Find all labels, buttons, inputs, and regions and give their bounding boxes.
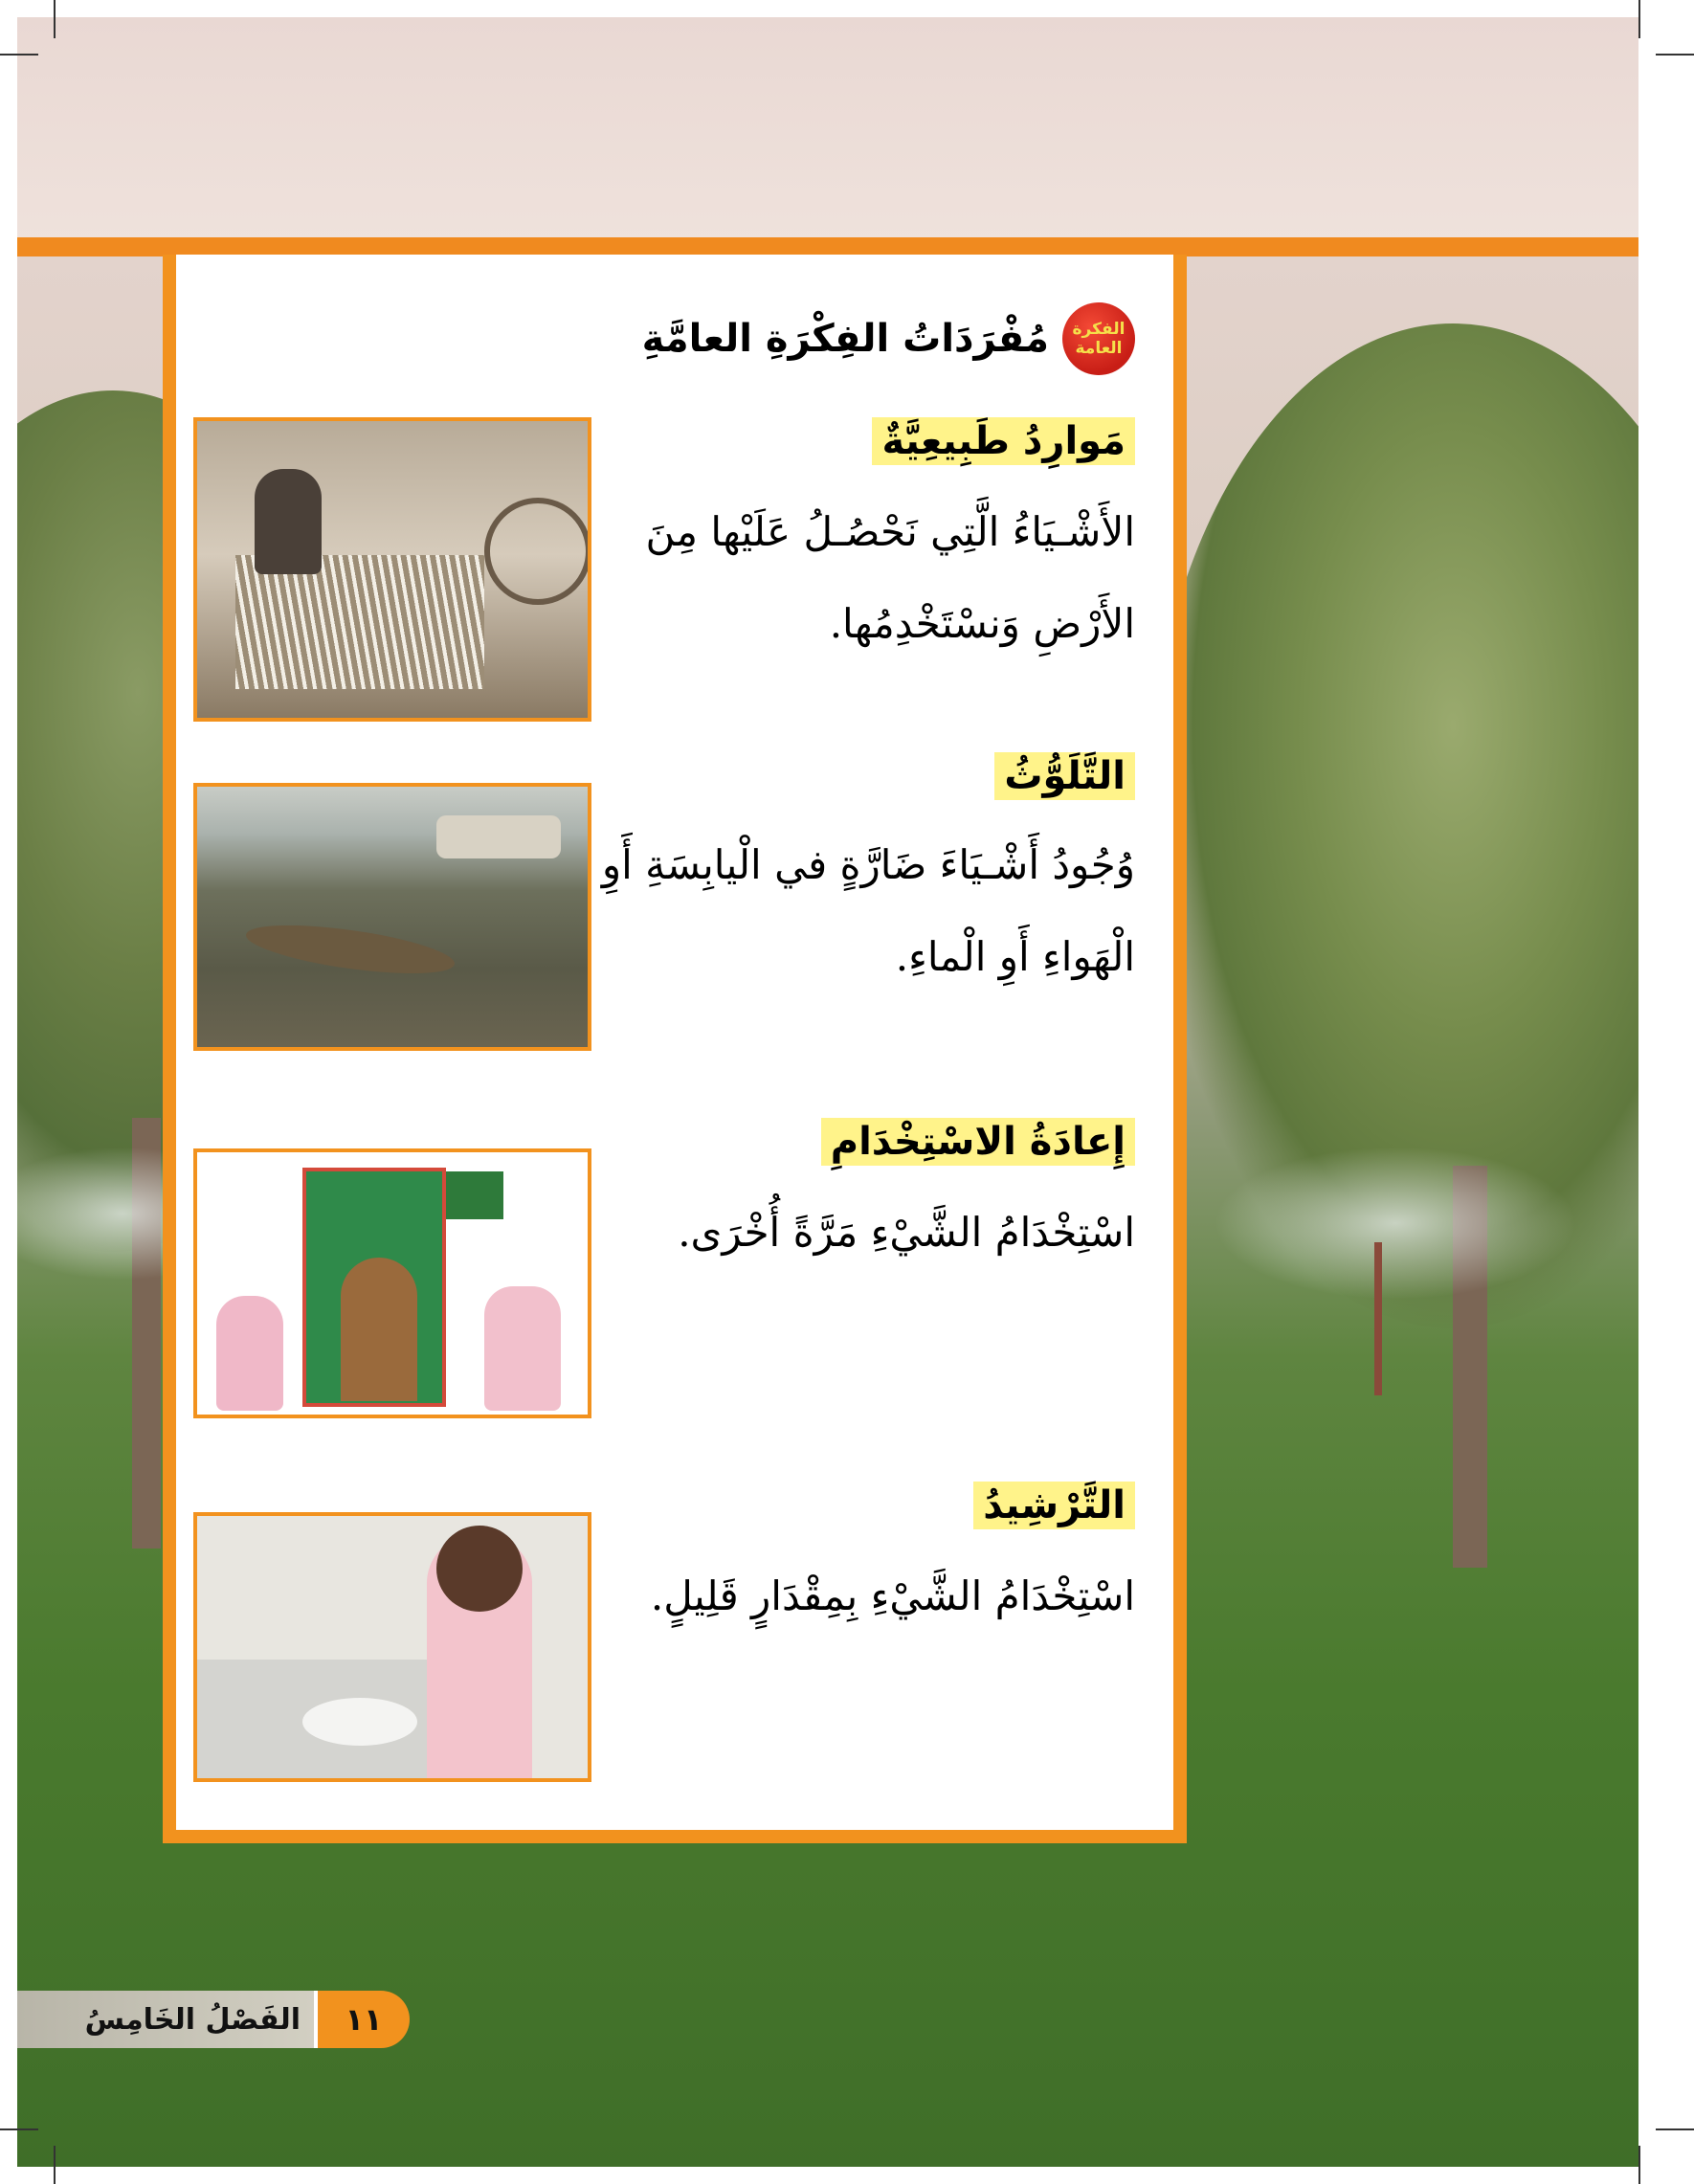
girls-cardboard-castle-photo — [193, 1148, 591, 1418]
crop-mark — [1656, 54, 1694, 56]
vocab-definition-natural-resources: الأَشْـيَاءُ الَّتِي نَحْصُـلُ عَلَيْها مِنَ الأَرْضِ وَنسْتَخْدِمُها. — [645, 508, 1135, 647]
chapter-label-box — [17, 1991, 314, 2048]
orange-top-bar — [17, 237, 1638, 256]
girl-brushing-teeth-photo — [193, 1512, 591, 1782]
vocabulary-panel — [163, 255, 1187, 1843]
vocab-term-natural-resources: مَوارِدُ طَبِيعِيَّةٌ — [872, 417, 1135, 465]
crop-mark — [0, 2128, 38, 2130]
vocab-term-conservation: التَّرْشِيدُ — [973, 1482, 1135, 1529]
crop-mark — [1638, 2146, 1640, 2184]
vocab-term-pollution: التَّلَوُّثُ — [994, 752, 1135, 800]
section-header — [642, 301, 1135, 377]
main-idea-badge-icon — [1062, 302, 1135, 375]
sprinkler-pipe — [1374, 1242, 1382, 1395]
vocab-definition-pollution: وُجُودُ أَشْـيَاءَ ضَارَّةٍ في الْيابِسَةِ أَوِ الْهَواءِ أَوِ الْماءِ. — [601, 841, 1135, 980]
page-number: ١١ — [345, 2001, 383, 2038]
crop-mark — [0, 54, 38, 56]
chapter-label: الفَصْلُ الخَامِسُ — [84, 2002, 301, 2037]
crop-mark — [54, 0, 56, 38]
loom-weaving-photo — [193, 417, 591, 722]
vocab-term-reuse: إِعادَةُ الاسْتِخْدَامِ — [821, 1118, 1135, 1166]
crop-mark — [54, 2146, 56, 2184]
polluted-shore-photo — [193, 783, 591, 1051]
vocab-definition-reuse: اسْتِخْدَامُ الشَّيْءِ مَرَّةً أُخْرَى. — [678, 1209, 1135, 1256]
section-title: مُفْرَدَاتُ الفِكْرَةِ العامَّةِ — [641, 317, 1049, 361]
page-number-tab — [314, 1991, 410, 2048]
vocab-definition-conservation: اسْتِخْدَامُ الشَّيْءِ بِمِقْدَارٍ قَلِيلٍ. — [650, 1572, 1135, 1619]
crop-mark — [1638, 0, 1640, 38]
sprinkler-mist — [1214, 1147, 1577, 1300]
page-footer — [17, 1991, 410, 2048]
crop-mark — [1656, 2128, 1694, 2130]
badge-text: الفكرة العامة — [1072, 320, 1126, 358]
